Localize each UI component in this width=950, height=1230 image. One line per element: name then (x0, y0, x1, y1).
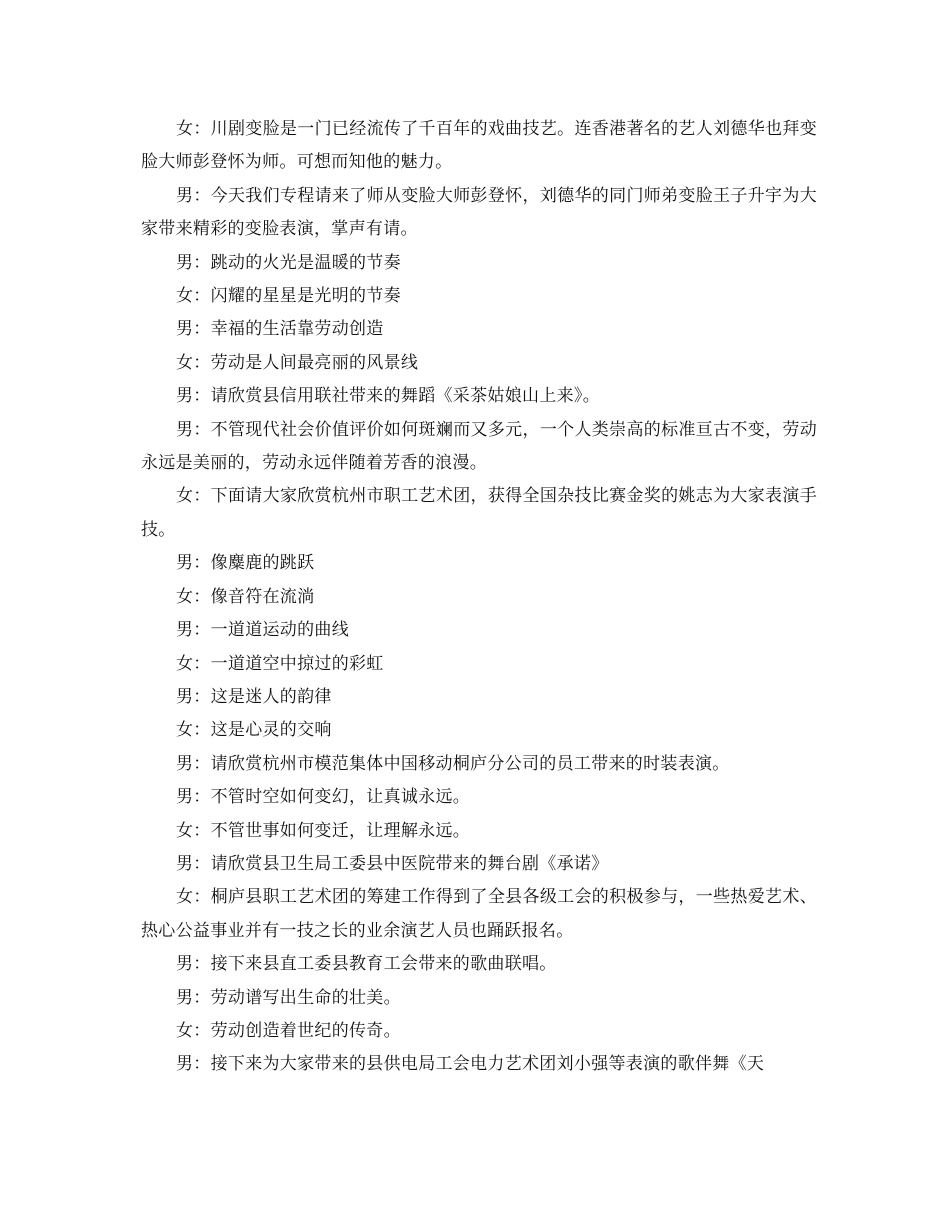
paragraph: 男：幸福的生活靠劳动创造 (176, 319, 384, 340)
paragraph: 女：劳动创造着世纪的传奇。 (176, 1020, 401, 1041)
paragraph: 男：不管时空如何变幻，让真诚永远。 (176, 787, 471, 808)
paragraph: 男：请欣赏县信用联社带来的舞蹈《采茶姑娘山上来》。 (176, 386, 600, 407)
paragraph: 女：闪耀的星星是光明的节奏 (176, 286, 401, 307)
paragraph: 男：请欣赏杭州市模范集体中国移动桐庐分公司的员工带来的时装表演。 (176, 753, 730, 774)
paragraph: 女：桐庐县职工艺术团的筹建工作得到了全县各级工会的积极参与，一些热爱艺术、热心公益事业并有一技之长的业余演艺人员也踊跃报名。 (141, 887, 817, 941)
paragraph: 女：这是心灵的交响 (176, 720, 332, 741)
paragraph: 男：劳动谱写出生命的壮美。 (176, 987, 401, 1008)
paragraph: 男：接下来为大家带来的县供电局工会电力艺术团刘小强等表演的歌伴舞《天 (176, 1054, 765, 1075)
paragraph: 女：劳动是人间最亮丽的风景线 (176, 352, 419, 373)
paragraph: 女：不管世事如何变迁，让理解永远。 (176, 820, 471, 841)
paragraph: 男：不管现代社会价值评价如何斑斓而又多元，一个人类崇高的标准亘古不变，劳动永远是美丽的，劳动永远伴随着芳香的浪漫。 (141, 419, 817, 474)
paragraph: 男：跳动的火光是温暖的节奏 (176, 252, 401, 273)
document-body (141, 113, 817, 1082)
paragraph: 女：川剧变脸是一门已经流传了千百年的戏曲技艺。连香港著名的艺人刘德华也拜变脸大师彭登怀为师。可想而知他的魅力。 (141, 119, 817, 173)
paragraph: 男：像麋鹿的跳跃 (176, 553, 315, 574)
paragraph: 男：这是迷人的韵律 (176, 686, 332, 707)
paragraph: 女：一道道空中掠过的彩虹 (176, 653, 384, 674)
paragraph: 女：像音符在流淌 (176, 586, 315, 607)
paragraph: 女：下面请大家欣赏杭州市职工艺术团，获得全国杂技比赛金奖的姚志为大家表演手技。 (141, 486, 817, 540)
paragraph: 男：请欣赏县卫生局工委县中医院带来的舞台剧《承诺》 (176, 853, 609, 874)
paragraph: 男：一道道运动的曲线 (176, 620, 349, 641)
paragraph: 男：接下来县直工委县教育工会带来的歌曲联唱。 (176, 954, 557, 975)
paragraph: 男：今天我们专程请来了师从变脸大师彭登怀，刘德华的同门师弟变脸王子升宇为大家带来精彩的变脸表演，掌声有请。 (141, 185, 817, 240)
